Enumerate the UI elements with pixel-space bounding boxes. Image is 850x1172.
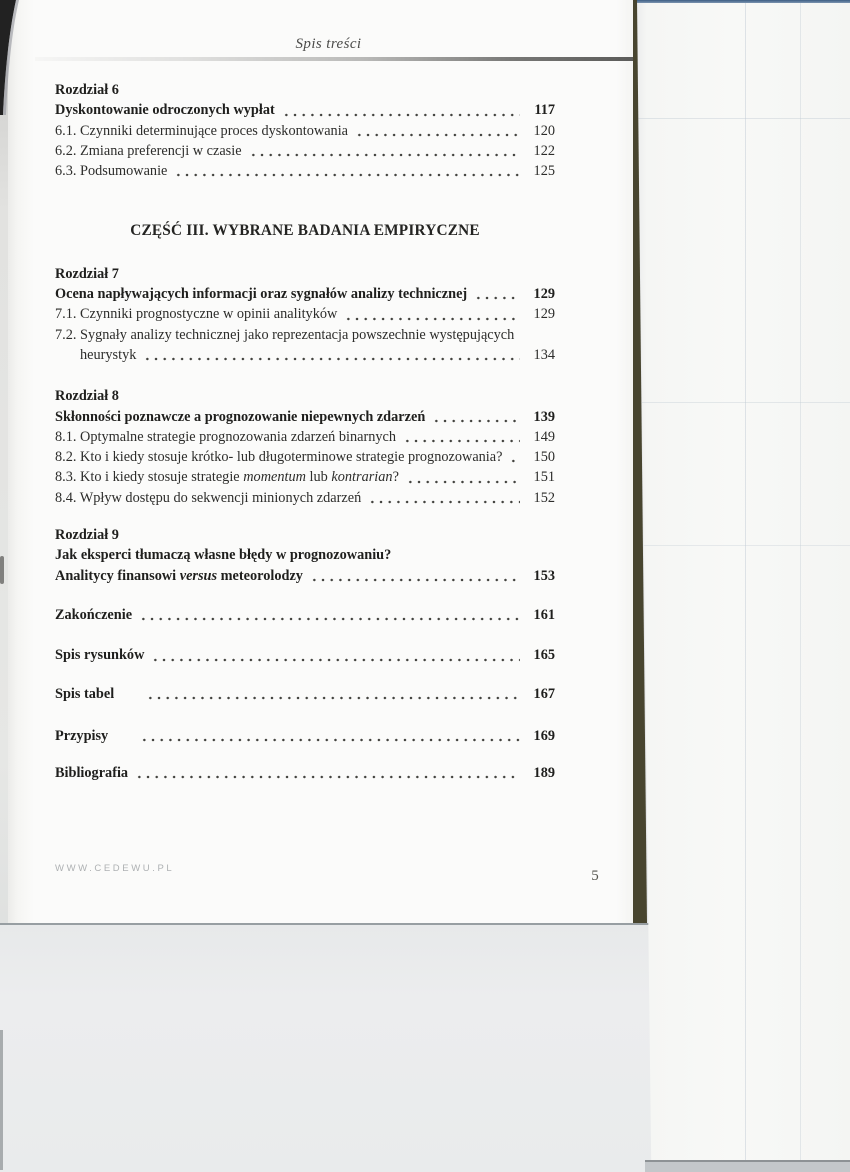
underlying-sheet-right: [637, 0, 850, 1160]
scanned-page: [8, 0, 635, 923]
chapter-block-6: [55, 80, 555, 181]
entry-page: 129: [533, 306, 555, 323]
dot-leader: [342, 304, 520, 324]
publisher-website: WWW.CEDEWU.PL: [55, 863, 175, 874]
dot-leader: [401, 427, 520, 447]
entry-title: 7.1. Czynniki prognostyczne w opinii analityków: [55, 306, 338, 323]
dot-leader: [172, 161, 520, 181]
entry-title: Zakończenie: [55, 606, 133, 623]
toc-row-zakonczenie: [55, 605, 555, 625]
toc-row: [55, 161, 555, 181]
scanner-bed-edge: [645, 1160, 850, 1172]
entry-page: 129: [533, 286, 555, 303]
entry-page: 125: [533, 163, 555, 180]
paper-crease: [637, 545, 850, 546]
toc-row: [55, 467, 555, 487]
entry-title-part: ?: [392, 469, 399, 486]
entry-page: 151: [533, 469, 555, 486]
entry-page: 150: [533, 449, 555, 466]
entry-title: Spis rysunków: [55, 647, 145, 664]
dot-leader: [430, 407, 520, 427]
entry-title-italic: momentum: [243, 469, 306, 486]
dot-leader: [247, 141, 520, 161]
toc-row: [55, 304, 555, 324]
entry-title: Skłonności poznawcze a prognozowanie niepewnych zdarzeń: [55, 408, 426, 425]
chapter-label: Rozdział 8: [55, 388, 119, 405]
entry-title-part: Analitycy finansowi: [55, 567, 180, 584]
toc-row: [55, 427, 555, 447]
entry-page: 120: [533, 122, 555, 139]
dot-leader: [133, 763, 520, 783]
toc-row-bibliografia: [55, 763, 555, 783]
entry-title-italic: versus: [179, 567, 218, 584]
entry-title: Bibliografia: [55, 765, 129, 782]
toc-row: [55, 447, 555, 467]
entry-page: 117: [534, 102, 555, 119]
entry-page: 161: [533, 606, 555, 623]
toc-row: [55, 284, 555, 304]
chapter-title-line1: Jak eksperci tłumaczą własne błędy w prognozowaniu?: [55, 547, 392, 564]
scan-smudge: [0, 556, 4, 584]
page-curl-corner: [0, 0, 20, 115]
entry-title: Spis tabel: [55, 685, 115, 702]
entry-title-part: 8.3. Kto i kiedy stosuje strategie: [55, 469, 244, 486]
book-cover-edge: [637, 0, 850, 3]
toc-row: [55, 488, 555, 508]
entry-title: 8.2. Kto i kiedy stosuje krótko- lub długoterminowe strategie prognozowania?: [55, 449, 503, 466]
entry-page: 165: [533, 647, 555, 664]
dot-leader: [137, 605, 520, 625]
chapter-label: Rozdział 6: [55, 82, 119, 98]
entry-title-part: lub: [305, 469, 332, 486]
entry-page: 152: [533, 489, 555, 506]
dot-leader: [308, 566, 520, 586]
page-number: 5: [591, 868, 599, 884]
paper-crease: [637, 118, 850, 119]
dot-leader: [141, 345, 520, 365]
underlying-sheet-bottom: [0, 923, 658, 1172]
entry-page: 189: [533, 765, 555, 782]
entry-title: Ocena napływających informacji oraz sygnałów analizy technicznej: [55, 286, 468, 303]
part-heading: CZĘŚĆ III. WYBRANE BADANIA EMPIRYCZNE: [130, 222, 480, 240]
toc-content: [55, 0, 555, 783]
toc-row-spis-rysunkow: [55, 645, 555, 665]
entry-title: 6.3. Podsumowanie: [55, 163, 168, 180]
entry-page: 122: [533, 142, 555, 159]
dot-leader: [366, 488, 520, 508]
paper-crease: [637, 402, 850, 403]
dot-leader: [404, 467, 520, 487]
toc-row-spis-tabel: [55, 684, 555, 704]
entry-title-part: meteorolodzy: [217, 567, 303, 584]
entry-page: 139: [533, 408, 555, 425]
entry-title-wrap-line: 7.2. Sygnały analizy technicznej jako reprezentacja powszechnie występujących: [55, 326, 515, 343]
toc-row: [55, 121, 555, 141]
entry-title: [55, 467, 399, 487]
dot-leader: [507, 447, 520, 467]
dot-leader: [472, 284, 520, 304]
chapter-block-8: [55, 386, 555, 508]
entry-title: 8.4. Wpływ dostępu do sekwencji minionych zdarzeń: [55, 489, 362, 506]
toc-row: [55, 141, 555, 161]
toc-row: [55, 566, 555, 586]
entry-page: 153: [533, 567, 555, 584]
toc-row: [55, 100, 555, 120]
entry-title: heurystyk: [80, 346, 137, 363]
dot-leader: [280, 100, 520, 120]
scan-smudge: [0, 1030, 3, 1170]
paper-crease: [800, 0, 801, 1160]
entry-title-italic: kontrarian: [331, 469, 393, 486]
entry-page: 134: [533, 346, 555, 363]
toc-row-przypisy: [55, 726, 555, 746]
entry-page: 167: [533, 685, 555, 702]
chapter-block-9: [55, 525, 555, 586]
entry-page: 149: [533, 428, 555, 445]
dot-leader: [353, 121, 520, 141]
chapter-block-7: [55, 264, 555, 365]
entry-title: 8.1. Optymalne strategie prognozowania zdarzeń binarnych: [55, 428, 397, 445]
dot-leader: [149, 645, 520, 665]
dot-leader: [144, 684, 520, 704]
toc-row: [55, 345, 555, 365]
chapter-label: Rozdział 7: [55, 265, 119, 282]
entry-title: [55, 566, 303, 586]
entry-title: Przypisy: [55, 727, 109, 744]
chapter-label: Rozdział 9: [55, 527, 119, 544]
dot-leader: [138, 726, 520, 746]
entry-title: 6.2. Zmiana preferencji w czasie: [55, 142, 242, 159]
toc-row: [55, 407, 555, 427]
entry-title: Dyskontowanie odroczonych wypłat: [55, 102, 275, 119]
page-edge-shadow: [633, 0, 655, 923]
paper-crease: [745, 0, 746, 1160]
entry-title: 6.1. Czynniki determinujące proces dyskontowania: [55, 122, 349, 139]
running-head: Spis treści: [295, 36, 362, 52]
entry-page: 169: [533, 727, 555, 744]
